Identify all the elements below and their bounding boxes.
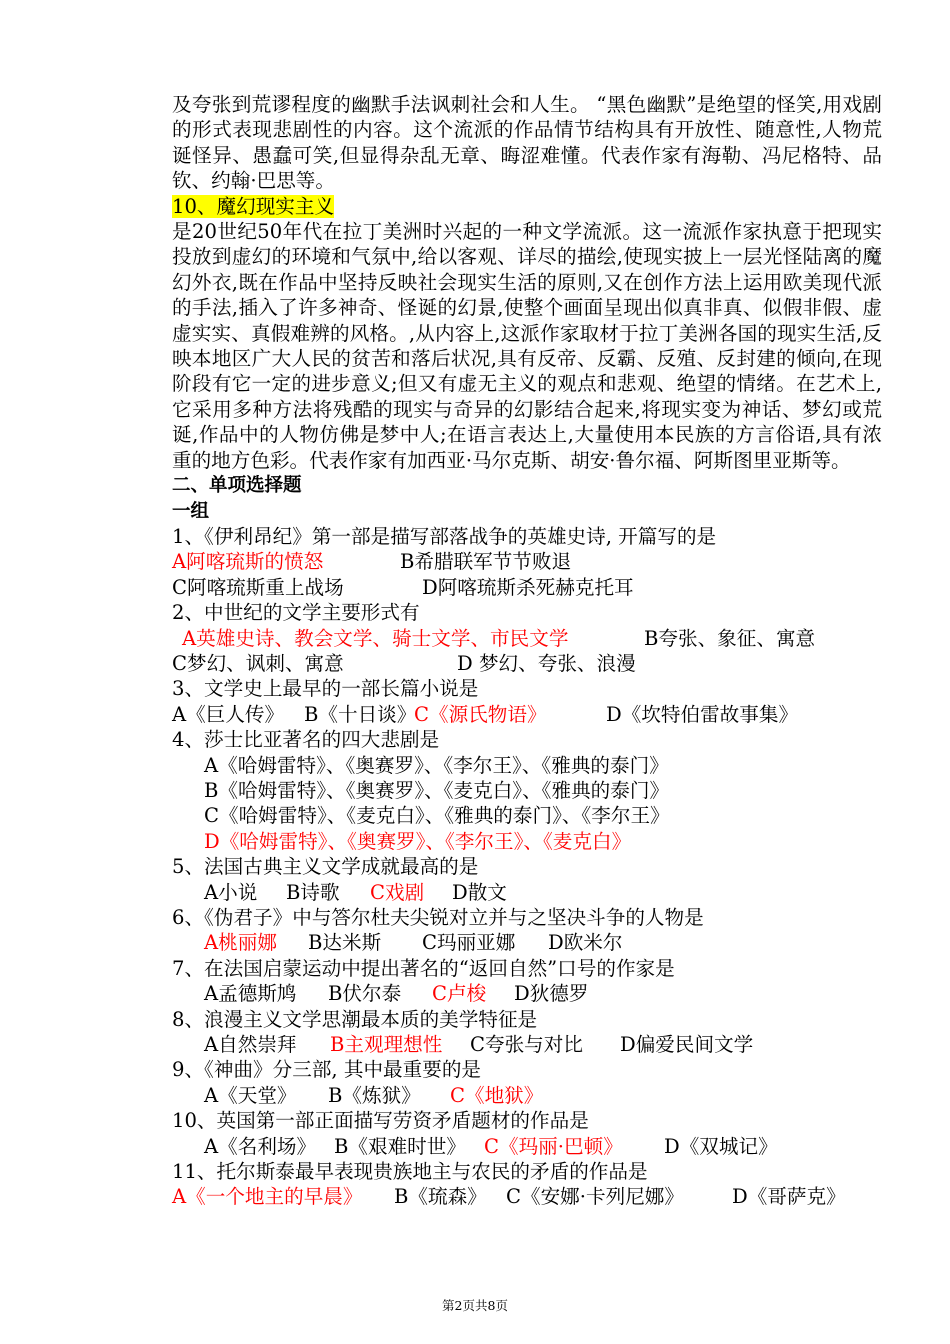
- question-1-option-a: A阿喀琉斯的愤怒: [172, 550, 324, 574]
- question-10-options: [172, 1134, 882, 1159]
- question-2-option-b: B夸张、象征、寓意: [644, 626, 816, 650]
- question-9-options: [172, 1083, 882, 1108]
- question-6-stem: 6、《伪君子》中与答尔杜夫尖锐对立并与之坚决斗争的人物是: [172, 906, 704, 929]
- question-5-options: [172, 880, 882, 905]
- question-11-stem: 11、托尔斯泰最早表现贵族地主与农民的矛盾的作品是: [172, 1160, 648, 1184]
- question-9-option-b: B《炼狱》: [328, 1083, 421, 1107]
- question-3-stem: 3、文学史上最早的一部长篇小说是: [172, 677, 479, 701]
- question-3-option-d: D《坎特伯雷故事集》: [606, 702, 799, 726]
- question-11-option-d: D《哥萨克》: [732, 1185, 846, 1209]
- question-4-option-d: D《哈姆雷特》、《奥赛罗》、《李尔王》、《麦克白》: [204, 829, 632, 853]
- group-title: 一组: [172, 500, 210, 522]
- question-1-option-b: B希腊联军节节败退: [400, 550, 572, 574]
- page-footer: 第2页共8页: [442, 1298, 508, 1313]
- question-2-option-c: C梦幻、讽刺、寓意: [172, 651, 344, 675]
- document-page: [172, 92, 882, 1210]
- question-1-options-cd: [172, 575, 882, 600]
- question-7-options: [172, 981, 882, 1006]
- question-2-option-d: D 梦幻、夸张、浪漫: [457, 651, 636, 675]
- question-7-option-a: A孟德斯鸠: [204, 982, 297, 1006]
- question-6-option-a: A桃丽娜: [204, 931, 277, 955]
- question-9-option-c: C《地狱》: [450, 1083, 544, 1107]
- question-10-stem: 10、英国第一部正面描写劳资矛盾题材的作品是: [172, 1109, 589, 1133]
- question-6-options: [172, 930, 882, 955]
- question-2-option-a: A英雄史诗、教会文学、骑士文学、市民文学: [182, 626, 569, 650]
- section-2-title: 二、单项选择题: [172, 475, 302, 497]
- question-3-options: [172, 702, 882, 727]
- question-6-option-c: C玛丽亚娜: [422, 931, 516, 955]
- question-2-options-cd: [172, 651, 882, 676]
- question-5-option-d: D散文: [452, 880, 507, 904]
- question-2-stem: 2、中世纪的文学主要形式有: [172, 601, 420, 625]
- question-4-option-b: B《哈姆雷特》、《奥赛罗》、《麦克白》、《雅典的泰门》: [204, 778, 670, 802]
- question-2-options-ab: [172, 626, 882, 651]
- question-10-option-c: C《玛丽·巴顿》: [484, 1134, 623, 1158]
- question-5-option-c: C戏剧: [370, 880, 425, 904]
- question-11-option-b: B《琉森》: [394, 1185, 487, 1209]
- question-1-option-d: D阿喀琉斯杀死赫克托耳: [422, 575, 634, 599]
- question-10-option-a: A《名利场》: [204, 1134, 317, 1158]
- question-1-option-c: C阿喀琉斯重上战场: [172, 575, 344, 599]
- question-7-option-c: C卢梭: [432, 982, 487, 1006]
- section-10-title: 10、魔幻现实主义: [172, 194, 335, 218]
- question-1-options-ab: [172, 549, 882, 574]
- question-8-stem: 8、浪漫主义文学思潮最本质的美学特征是: [172, 1007, 538, 1031]
- question-8-option-a: A自然崇拜: [204, 1033, 297, 1057]
- question-10-option-b: B《艰难时世》: [334, 1134, 466, 1158]
- question-5-option-b: B诗歌: [286, 880, 340, 904]
- question-8-option-d: D偏爱民间文学: [620, 1033, 754, 1057]
- question-6-option-d: D欧米尔: [548, 931, 623, 955]
- section-10-paragraph: 是20世纪50年代在拉丁美洲时兴起的一种文学流派。这一流派作家执意于把现实投放到虚幻的环境和气氛中,给以客观、详尽的描绘,使现实披上一层光怪陆离的魔幻外衣,既在作品中坚持反映社会现实生活的原则,又在创作方法上运用欧美现代派的手法,插入了许多神奇、怪诞的幻景,使整个画面呈现出似真非真、似假非假、虚虚实实、真假难辨的风格。,从内容上,这派作家取材于拉丁美洲各国的现实生活,反映本地区广大人民的贫苦和落后状况,具有反帝、反霸、反殖、反封建的倾向,在现阶段有它一定的进步意义;但又有虚无主义的观点和悲观、绝望的情绪。在艺术上,它采用多种方法将残酷的现实与奇异的幻影结合起来,将现实变为神话、梦幻或荒诞,作品中的人物仿佛是梦中人;在语言表达上,大量使用本民族的方言俗语,具有浓重的地方色彩。代表作家有加西亚·马尔克斯、胡安·鲁尔福、阿斯图里亚斯等。: [172, 220, 882, 472]
- question-4-option-c: C《哈姆雷特》、《麦克白》、《雅典的泰门》、《李尔王》: [204, 804, 670, 828]
- question-11-options: [172, 1184, 882, 1209]
- question-7-stem: 7、在法国启蒙运动中提出著名的“返回自然”口号的作家是: [172, 956, 675, 980]
- question-9-stem: 9、《神曲》分三部, 其中最重要的是: [172, 1058, 482, 1082]
- question-10-option-d: D《双城记》: [664, 1134, 778, 1158]
- question-3-option-b: B《十日谈》: [304, 702, 417, 726]
- question-3-option-a: A《巨人传》: [172, 702, 285, 726]
- question-4-stem: 4、莎士比亚著名的四大悲剧是: [172, 728, 440, 752]
- question-3-option-c: C《源氏物语》: [414, 702, 547, 726]
- question-7-option-b: B伏尔泰: [328, 982, 402, 1006]
- intro-paragraph: 及夸张到荒谬程度的幽默手法讽刺社会和人生。 “黑色幽默”是绝望的怪笑,用戏剧的形式表现悲剧性的内容。这个流派的作品情节结构具有开放性、随意性,人物荒诞怪异、愚蠢可笑,但显得杂乱无章、晦涩难懂。代表作家有海勒、冯尼格特、品钦、约翰·巴思等。: [172, 93, 882, 193]
- question-11-option-c: C《安娜·卡列尼娜》: [506, 1185, 684, 1209]
- question-8-option-c: C夸张与对比: [470, 1033, 583, 1057]
- question-8-options: [172, 1032, 882, 1057]
- question-1-stem: 1、《伊利昂纪》第一部是描写部落战争的英雄史诗, 开篇写的是: [172, 524, 717, 548]
- question-5-stem: 5、法国古典主义文学成就最高的是: [172, 855, 479, 879]
- question-11-option-a: A《一个地主的早晨》: [172, 1185, 363, 1209]
- question-9-option-a: A《天堂》: [204, 1083, 297, 1107]
- question-5-option-a: A小说: [204, 880, 258, 904]
- question-8-option-b: B主观理想性: [330, 1033, 443, 1057]
- question-4-option-a: A《哈姆雷特》、《奥赛罗》、《李尔王》、《雅典的泰门》: [204, 753, 669, 777]
- question-6-option-b: B达米斯: [308, 931, 382, 955]
- question-7-option-d: D狄德罗: [514, 982, 589, 1006]
